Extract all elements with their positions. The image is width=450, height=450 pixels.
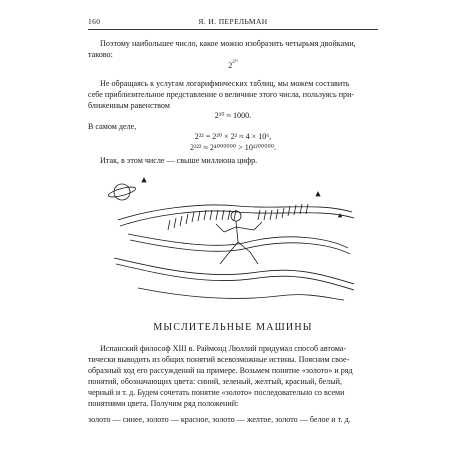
formula-estimate: 2²²² ≈ 2⁴⁰⁰⁰⁰⁰⁰ > 10¹²⁰⁰⁰⁰⁰. [190,143,276,152]
formula-estimate: 2²² = 2²⁰ × 2² ≈ 4 × 10⁶, [194,132,272,141]
formula-power-tower [88,61,378,70]
running-title: Я. И. ПЕРЕЛЬМАН [198,17,268,26]
paragraph-line: образный ход его рассуждений на примере. Возьмем понятие «золото» и ряд [88,366,353,375]
planet-icon [114,184,130,200]
paragraph-line: себе приблизительное представление о величине этого числа, пользуясь при- [88,90,355,99]
paragraph-line: тически выводить из общих понятий всевозможные истины. Поясним свое- [88,355,350,364]
paragraph-line: таково: [88,50,113,59]
running-header [88,17,378,31]
formula-exponent: 2²² [232,60,238,65]
section-heading: МЫСЛИТЕЛЬНЫЕ МАШИНЫ [153,322,313,333]
paragraph-line: понятиями цвета. Получим ряд положений: [88,399,239,408]
paragraph-line: ближенным равенством [88,101,170,110]
header-rule [88,29,378,30]
page-number: 160 [88,17,101,26]
illustration-man-riding-number-ribbon [108,172,360,304]
paragraph-line: понятий, обозначающих цвета: синий, зеленый, желтый, красный, белый, [88,377,342,386]
paragraph-line: Испанский философ XIII в. Раймонд Люллий придумал способ автома- [100,344,347,353]
formula-base: 2 [228,61,233,70]
paragraph-line: В самом деле, [88,122,137,131]
paragraph-line: Итак, в этом числе — свыше миллиона цифр. [100,156,258,165]
paragraph-line: черный и т. д. Будем сочетать понятие «золото» последовательно со всеми [88,388,345,397]
formula-approximation: 2¹⁰ ≈ 1000. [214,111,252,120]
man-head [231,211,241,221]
paragraph-line: Поэтому наибольшее число, какое можно изобразить четырьмя двойками, [100,39,356,48]
paragraph-line: Не обращаясь к услугам логарифмических таблиц, мы можем составить [100,79,350,88]
paragraph-line: золото — синее, золото — красное, золото — желтое, золото — белое и т. д. [88,415,351,424]
